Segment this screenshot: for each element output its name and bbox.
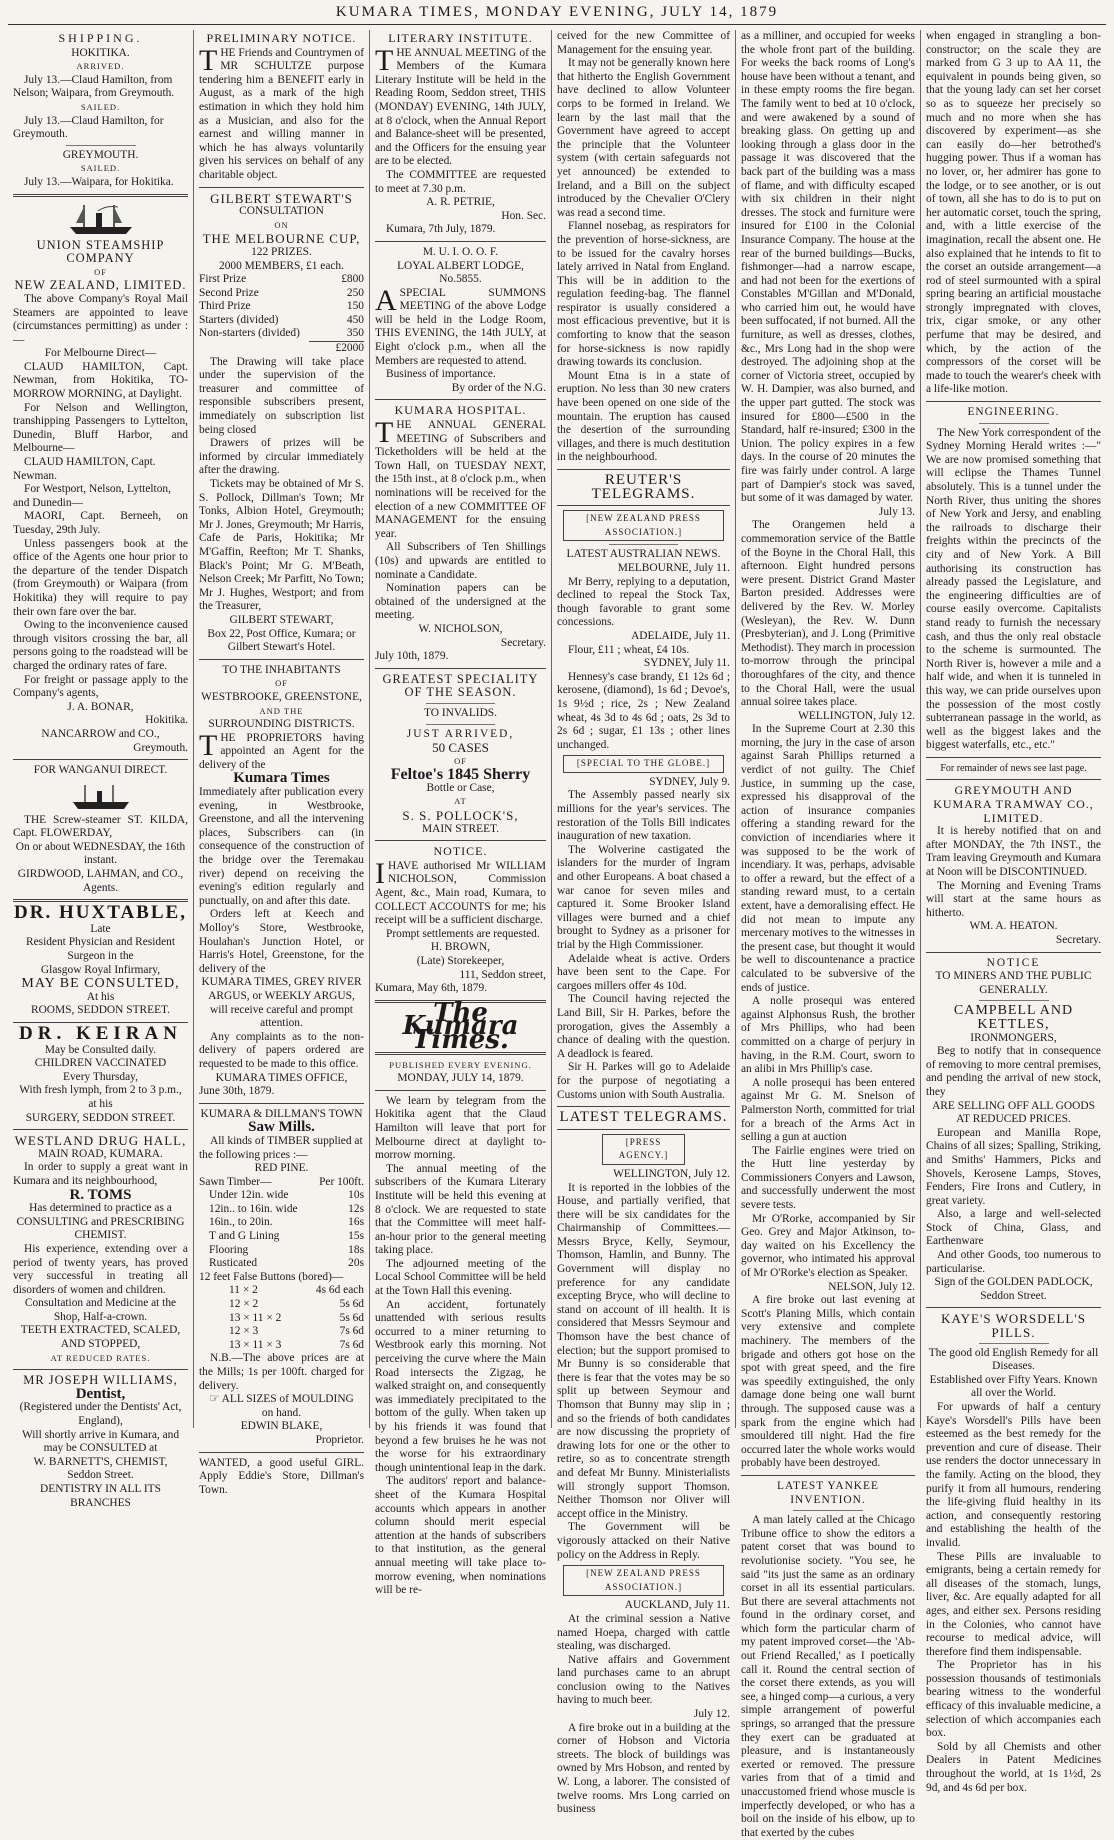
- gilbert-cup: THE MELBOURNE CUP,: [202, 231, 361, 247]
- tramway-text2: The Morning and Evening Trams will start at the same hours as hitherto.: [926, 879, 1101, 919]
- westland-mainroad: MAIN ROAD, KUMARA.: [38, 1147, 163, 1160]
- proprietors-papers: KUMARA TIMES, GREY RIVER ARGUS, or WEEKLY ARGUS,: [201, 976, 362, 1002]
- palings-label: 12 feet False Buttons (bored)—: [199, 1270, 344, 1283]
- news-para: A nolle prosequi was entered against Alphonsus Rush, the brother of Mrs Phillips, who had been committed on a charge of perjury in having, in the R.M. Court, sworn to an alibi in Mrs Phillip's case.: [741, 995, 915, 1076]
- prize-value: 150: [346, 300, 364, 313]
- nelson-text: CLAUD HAMILTON, Capt. Newman.: [13, 456, 156, 482]
- gilbert-on: ON: [274, 219, 289, 230]
- gilbert-signature: GILBERT STEWART,: [229, 613, 334, 626]
- timber-value: 12s: [348, 1202, 364, 1215]
- masthead-rule: [8, 24, 1106, 25]
- timber-label: T and G Lining: [209, 1230, 280, 1243]
- kumara-times-name: Kumara Times: [233, 770, 330, 787]
- keiran-thursday: Every Thursday,: [63, 1070, 138, 1083]
- agent-bonar: J. A. BONAR,: [67, 700, 134, 713]
- column-6: [921, 30, 1106, 1794]
- prelim-text: HE Friends and Countrymen of MR SCHULTZE purpose tendering him a BENEFIT early in August, as a mark of the high estimation in which they hold him as a Musician, and also for the earnest and willing manner in which he has always voluntarily given his services on behalf of any charitable object.: [199, 46, 364, 181]
- reuter-heading: REUTER'S TELEGRAMS.: [591, 472, 696, 502]
- williams-heading: MR JOSEPH WILLIAMS,: [23, 1373, 178, 1388]
- palings-price: 4s 6d each: [315, 1284, 364, 1297]
- timber-value: 18s: [348, 1243, 364, 1256]
- union-nz: NEW ZEALAND, LIMITED.: [14, 278, 187, 293]
- agent-nancarrow: NANCARROW and CO.,: [41, 727, 160, 740]
- sailed-label: SAILED.: [80, 101, 121, 112]
- summons-order: By order of the N.G.: [451, 381, 546, 394]
- freight-text: For freight or passage apply to the Company's agents,: [13, 673, 188, 700]
- miners-generally: GENERALLY.: [979, 983, 1048, 996]
- proprietors-immediately: Immediately after publication every evening, in Westbrooke, Greenstone, and all the intervening places, Subscribers can (in consequence of the construction of the bridge over the Teremakau river) depend on receiving the evening's edition regularly and punctually, on and after this date.: [199, 786, 364, 907]
- editorial-para: An accident, fortunately unattended with serious results occurred to a miner returning to Westbrook early this morning. Not perceiving the curve where the Main Road intersects the Zigzag, he walked straight on, and consequently was immediately precipitated to the bottom of the gully. When taken up by his friends it was found that beyond a few bruises he he was not the worse for his extraordinary though unintentional leap in the dark.: [375, 1298, 546, 1474]
- sawmills-title: Saw Mills.: [248, 1119, 315, 1136]
- timber-label: Flooring: [209, 1243, 249, 1256]
- masthead: KUMARA TIMES, MONDAY EVENING, JULY 14, 1879: [335, 4, 779, 20]
- gilbert-drawing: The Drawing will take place under the supervision of the treasurer and committee of responsible subscribers present, immediately on subscription list being closed: [199, 355, 364, 436]
- news-para: when engaged in strangling a bon-constructor; on the scale they are marked from G 3 up to AA 11, the equivalent in pounds being given, so that the young lady can set her corset so as to squeeze her precisely so much and no more when she has discovered by experiment—as she can easily do—her betrothed's hugging power. Thus if a woman has no lover, or, her admirer has gone to the lodge, or to see another, or is out of town, all she has to do is to put on her automatic corset, touch the spring, and, with a little exercise of the imagination, recall the absent one. He also explained that he intends to fit to the corset an outside arrangement—a rod of steel surmounted with a spiral spring bearing an artificial moustache strongly impregnated with cloves, trix, cigar smoke, or any other perfume that may be desired, and which, by the action of the compressors of the corset will be made to touch the wearer's cheek with a life-like motion.: [926, 30, 1101, 396]
- notice-heading: NOTICE.: [433, 844, 488, 859]
- blake-proprietor: Proprietor.: [315, 1433, 364, 1446]
- campbell-chains: European and Manilla Rope, Chains of all sizes; Spalling, Striking, and Smiths' Hammers, Picks and Shovels, Kerosene Lamps, Stoves, Fenders, Fire Irons and Cutlery, in great variety.: [926, 1126, 1101, 1207]
- news-para: It may not be generally known here that hitherto the English Government have declined to allow Volunteer corps to be formed in Ireland. We learn by the last mail that the Government have agreed to accept the principle that the Volunteer system (with certain safeguards not yet announced) be extended to Ireland, and a Bill on the subject introduced by the Chevalier O'Clery was read a second time.: [557, 57, 730, 219]
- column-5: [736, 30, 921, 1839]
- campbell-heading: CAMPBELL AND KETTLES,: [953, 1003, 1074, 1032]
- notice-seddon: 111, Seddon street,: [459, 968, 546, 981]
- sherry-just: JUST ARRIVED,: [406, 727, 515, 740]
- hospital-dropcap: T: [375, 416, 394, 450]
- toms-consulting: CONSULTING and PRESCRIBING CHEMIST.: [16, 1215, 185, 1242]
- sherry-name: Feltoe's 1845 Sherry: [390, 766, 531, 784]
- huxtable-late: Late: [90, 922, 111, 935]
- moulding-onhand: on hand.: [261, 1406, 302, 1419]
- nelson-heading: For Nelson and Wellington, transhipping Passengers to Lyttelton, Dunedin, Bluff Harbor, and Melbourne—: [13, 401, 188, 455]
- inhabitants-of: OF: [275, 678, 288, 689]
- timber-table: [199, 1189, 364, 1271]
- sherry-main: MAIN STREET.: [422, 822, 499, 835]
- prize-table: [199, 273, 364, 356]
- arrived-label: ARRIVED.: [76, 61, 125, 72]
- prize-value: 350: [346, 327, 364, 340]
- column-3: [370, 30, 552, 1597]
- summons-business: Business of importance.: [386, 368, 496, 381]
- timber-label: 16in., to 20in.: [209, 1216, 273, 1229]
- editorial-para: The adjourned meeting of the Local School Committee will be held at the Town Hall this evening.: [375, 1257, 546, 1298]
- dateline: WELLINGTON, July 12.: [798, 709, 915, 722]
- news-para: A nolle prosequi has been entered against Mr G. M. Snelson of Palmerston North, committed for trial for a breach of the Arms Act in selling a gun at auction: [741, 1076, 915, 1144]
- dateline: WELLINGTON, July 12.: [613, 1167, 730, 1180]
- williams-seddon: Seddon Street.: [67, 1469, 134, 1482]
- campbell-sign: Sign of the GOLDEN PADLOCK, Seddon Street.: [934, 1276, 1093, 1302]
- literary-committee: The COMMITTEE are requested to meet at 7.30 p.m.: [375, 168, 546, 195]
- sherry-invalids: TO INVALIDS.: [424, 706, 497, 719]
- kaye-text: Established over Fifty Years. Known all over the World.: [929, 1373, 1098, 1400]
- westport-text: MAORI, Capt. Berneeh, on Tuesday, 29th July.: [13, 510, 188, 536]
- telegram-text: Mr Berry, replying to a deputation, declined to repeal the Stock Tax, though favorable to grant some concessions.: [557, 575, 730, 629]
- owing-text: Owing to the inconvenience caused through visitors crossing the bar, all persons going to the roadstead will be charged the ordinary rates of fare.: [13, 619, 188, 672]
- union-title: UNION STEAMSHIP COMPANY: [36, 237, 165, 266]
- inhabitants-westbrooke: WESTBROOKE, GREENSTONE,: [201, 690, 362, 703]
- keiran-athis: at his: [88, 1097, 113, 1110]
- news-para: The New York correspondent of the Sydney Morning Herald writes :—" We are now promised something that will eclipse the Thames Tunnel absolutely. This is a tunnel under the North River, thus uniting the shores of New York and Jersy, and enabling the railroads to discharge their freights within the precincts of the city and of New York. A Bill authorising its construction has already passed the Legislature, and the engineering difficulties are of course easily overcome. Capitalists stand ready to furnish the necessary cash, and thus the only real obstacle to the scheme is surmounted. The North River is, however a mile and a half wide, and when it is tunneled in this way, we can pride ourselves upon the possession of the most costly subterranean passage in the world, as well as the biggest lakes and the biggest waterfalls, etc., etc.": [926, 426, 1101, 752]
- kt-office-date: June 30th, 1879.: [199, 1085, 275, 1098]
- dateline: ADELAIDE, July 11.: [631, 629, 730, 642]
- literary-date: Kumara, 7th July, 1879.: [386, 223, 496, 236]
- kt-office: KUMARA TIMES OFFICE,: [215, 1071, 348, 1084]
- union-intro: The above Company's Royal Mail Steamers are appointed to leave (circumstances permitting) as under :—: [13, 292, 188, 346]
- kilda-date: On or about WEDNESDAY, the 16th instant.: [15, 840, 186, 867]
- sherry-bottle: Bottle or Case,: [426, 781, 495, 794]
- westport-heading: For Westport, Nelson, Lyttelton, and Dunedin—: [13, 483, 171, 509]
- notice-storekeeper: (Late) Storekeeper,: [416, 955, 505, 967]
- sawmills-heading: KUMARA & DILLMAN'S TOWN: [200, 1107, 363, 1120]
- williams-dentistry: DENTISTRY IN ALL ITS BRANCHES: [40, 1483, 161, 1509]
- palings-price: 5s 6d: [339, 1311, 364, 1324]
- wanganui-heading: FOR WANGANUI DIRECT.: [33, 764, 168, 777]
- sherry-cases: 50 CASES: [432, 740, 489, 756]
- notice-text: HAVE authorised Mr WILLIAM NICHOLSON, Commission Agent, &c., Main road, Kumara, to COLLECT ACCOUNTS for me; his receipt will be a sufficient discharge.: [375, 859, 546, 927]
- sailed2-label: SAILED.: [80, 163, 121, 174]
- timber-label: Rusticated: [209, 1257, 258, 1270]
- keiran-lymph: With fresh lymph, from 2 to 3 p.m.,: [19, 1084, 182, 1097]
- sherry-greatest: GREATEST SPECIALITY: [382, 671, 539, 686]
- blake-name: EDWIN BLAKE,: [240, 1420, 323, 1433]
- agent-hokitika: Hokitika.: [145, 714, 188, 727]
- melbourne-heading: For Melbourne Direct—: [44, 347, 157, 360]
- timber-label: 12in.. to 16in. wide: [209, 1202, 298, 1215]
- dateline: NELSON, July 12.: [828, 1280, 915, 1293]
- miners-notice: NOTICE: [986, 956, 1041, 969]
- campbell-selling: ARE SELLING OFF ALL GOODS: [932, 1099, 1095, 1112]
- timber-label: Under 12in. wide: [209, 1189, 289, 1202]
- telegram-text: The Wolverine castigated the islanders for the murder of Ingram and other Europeans. A boat chased a war canoe for seven miles and captured it. Some Brooker Island villages were burned and a chief brought to Sydney as a prisoner for trial by the High Commissioner.: [557, 843, 730, 951]
- dateline: SYDNEY, July 11.: [643, 657, 730, 670]
- huxtable-resident: Resident Physician and Resident Surgeon in the: [25, 936, 175, 963]
- hospital-secretary: Secretary.: [500, 636, 546, 649]
- notice-dropcap: I: [375, 856, 385, 890]
- campbell-goods: And other Goods, too numerous to particularise.: [926, 1249, 1101, 1275]
- williams-registered: (Registered under the Dentists' Act, England),: [19, 1401, 182, 1428]
- greymouth-heading: GREYMOUTH.: [62, 148, 139, 161]
- timber-value: 16s: [348, 1216, 364, 1229]
- toms-rates: AT REDUCED RATES.: [50, 1352, 151, 1363]
- news-para: In the Supreme Court at 2.30 this morning, the jury in the case of arson against Sarah Phillips returned a verdict of not guilty. The Chief Justice, in summing up the case, expressed his disapproval of the action of insurance companies offering a standing reward for the conviction of incendiaries where it was supposed to be the work of incendiary. It was, perhaps, advisable to offer a reward, but the effect of a standing reward must, to a certain extent, have a demoralising effect. He did not mean to impute any mercenary motives to the witnesses in the present case, but thought it would be well to discountenance a practice calculated to be subversive of the ends of justice.: [741, 723, 915, 994]
- sailed2-text: July 13.—Waipara, for Hokitika.: [24, 175, 174, 188]
- sherry-pollock: S. S. POLLOCK'S,: [402, 808, 519, 824]
- gilbert-consultation: CONSULTATION: [239, 205, 324, 218]
- gilbert-drawers: Drawers of prizes will be informed by circular immediately after the drawing.: [199, 437, 364, 477]
- telegram-text: Sir H. Parkes will go to Adelaide for the purpose of negotiating a Customs union with South Australia.: [557, 1061, 730, 1101]
- telegram-text: Adelaide wheat is active. Orders have been sent to the Cape. For cargoes millers offer 4s 10d.: [557, 952, 730, 992]
- timber-value: 20s: [348, 1257, 364, 1270]
- timber-value: 10s: [348, 1189, 364, 1202]
- williams-dentist: Dentist,: [75, 1385, 126, 1402]
- hospital-heading: KUMARA HOSPITAL.: [394, 403, 527, 418]
- literary-dropcap: T: [375, 43, 394, 77]
- williams-shortly: Will shortly arrive in Kumara, and may be CONSULTED at: [21, 1428, 180, 1455]
- prize-value: 450: [346, 313, 364, 326]
- proprietors-complaints: Any complaints as to the non-delivery of papers ordered are requested to be made to this office.: [199, 1030, 364, 1070]
- westland-heading: WESTLAND DRUG HALL,: [14, 1133, 187, 1149]
- huxtable-consulted: MAY BE CONSULTED,: [21, 976, 180, 992]
- hospital-nomination: Nomination papers can be obtained of the undersigned at the meeting.: [375, 582, 546, 622]
- sherry-of: OF: [454, 755, 467, 766]
- wanted-text: WANTED, a good useful GIRL. Apply Eddie's Store, Dillman's Town.: [199, 1456, 364, 1496]
- telegram-text: The Assembly passed nearly six millions for the year's services. The restoration of the Tolls Bill indicates inauguration of new taxation.: [557, 789, 730, 843]
- toms-teeth: TEETH EXTRACTED, SCALED, AND STOPPED,: [20, 1324, 181, 1351]
- dateline: July 12.: [693, 1708, 730, 1721]
- column-1: [8, 30, 194, 1509]
- palings-table: [199, 1284, 364, 1352]
- hospital-text: HE ANNUAL GENERAL MEETING of Subscribers and Ticketholders will be held at the Town Hall, on TUESDAY NEXT, the 15th inst., at 8 o'clock p.m., when nominations will be received for the election of a new COMMITTEE OF MANAGEMENT for the ensuing year.: [375, 419, 546, 540]
- notice-brown: H. BROWN,: [430, 941, 491, 954]
- campbell-reduced: AT REDUCED PRICES.: [956, 1113, 1071, 1126]
- telegram-text: Native affairs and Government land purchases came to an abrupt conclusion owing to the Natives having to much beer.: [557, 1653, 730, 1707]
- palings-price: 5s 6d: [339, 1298, 364, 1311]
- tramway-secretary: Secretary.: [1055, 934, 1101, 946]
- prize-label: Starters (divided): [199, 313, 279, 326]
- steamship-small-icon: [69, 782, 133, 812]
- latest-telegrams-heading: LATEST TELEGRAMS.: [559, 1109, 728, 1126]
- pointing-hand-icon: ☞: [209, 1393, 222, 1406]
- telegram-text: At the criminal session a Native named Hoepa, charged with cattle stealing, was discharged.: [557, 1612, 730, 1653]
- edition-date: MONDAY, JULY 14, 1879.: [397, 1072, 524, 1085]
- sawmills-nb: N.B.—The above prices are at the Mills; 1s per 100ft. charged for delivery.: [199, 1352, 364, 1392]
- melbourne-text: CLAUD HAMILTON, Capt. Newman, from Hokitika, TO-MORROW MORNING, at Daylight.: [13, 360, 188, 401]
- columns: [8, 30, 1106, 1839]
- sherry-at: AT: [454, 796, 467, 807]
- news-para: The Orangemen held a commemoration service of the Battle of the Boyne in the Choral Hall, this afternoon. Eight hundred persons were present. District Grand Master Barton presided. Addresses were delivered by the Rev. W. Morley (Wesleyan), the Rev. W. Dunn (Presbyterian), and J. Long (Primitive Methodist). They march in procession to-morrow through the principal thoroughfares of the city, and thence to the Choral Hall, were the usual annual soiree takes place.: [741, 519, 915, 709]
- gilbert-prizes: 122 PRIZES.: [251, 245, 312, 258]
- toms-experience: His experience, extending over a period of twenty years, has proved very successful in treating all disorders of women and children.: [13, 1242, 188, 1296]
- kilda-text: THE Screw-steamer ST. KILDA, Capt. FLOWERDAY,: [13, 813, 188, 840]
- sailed-text: July 13.—Claud Hamilton, for Greymouth.: [13, 114, 164, 141]
- notice-date: Kumara, May 6th, 1879.: [375, 982, 487, 995]
- literary-heading: LITERARY INSTITUTE.: [388, 31, 533, 45]
- news-para: A fire broke out last evening at Scott's Planing Mills, which contain very extensive and complete machinery. The members of the brigade and others got hose on the spot with great speed, and the fire was speedily extinguished, the only damage done being one wall burnt through. The supposed cause was a spark from the engine which had smouldered till night. Had the fire occurred later the whole works would probably have been destroyed.: [741, 1294, 915, 1470]
- union-of: OF: [94, 266, 107, 277]
- telegram-text: The Council having rejected the Land Bill, Sir H. Parkes, before the prorogation, gives the Assembly a chance of dealing with the question. A deadlock is feared.: [557, 993, 730, 1060]
- girdwood-agents: GIRDWOOD, LAHMAN, and CO., Agents.: [17, 868, 184, 894]
- editorial-para: The auditors' report and balance-sheet of the Kumara Hospital accounts which appears in another column should merit especial attention at the hands of subscribers to that institution, as the general annual meeting will take place to-morrow evening, when nominations will be re-: [375, 1475, 546, 1597]
- summons-dropcap: A: [375, 283, 397, 317]
- keiran-heading: DR. KEIRAN: [19, 1023, 182, 1044]
- tramway-heaton: WM. A. HEATON.: [969, 920, 1058, 933]
- press-agency-label: [PRESS AGENCY.]: [602, 1134, 685, 1165]
- kaye-heading: KAYE'S WORSDELL'S PILLS.: [941, 1311, 1086, 1341]
- toms-name: R. TOMS: [69, 1186, 132, 1203]
- kaye-text: The good old English Remedy for all Diseases.: [928, 1346, 1099, 1373]
- gilbert-heading: GILBERT STEWART'S: [210, 190, 353, 206]
- literary-honsec: Hon. Sec.: [501, 209, 546, 222]
- gilbert-members: 2000 MEMBERS, £1 each.: [219, 259, 344, 272]
- kaye-text: The Proprietor has in his possession thousands of testimonials bearing witness to the wonderful efficacy of this invaluable medicine, a selection of which accompanies each box.: [926, 1659, 1101, 1740]
- unless-text: Unless passengers book at the office of the Agents one hour prior to the departure of the tender Dispatch (from Greymouth) or Waipara (from Hokitika) they will require to pay their own fare over the bar.: [13, 537, 188, 618]
- proprietors-dropcap: T: [199, 728, 218, 762]
- huxtable-athis: At his: [86, 990, 115, 1003]
- loyal-lodge: LOYAL ALBERT LODGE, No.5855.: [397, 259, 524, 286]
- steamship-icon: [66, 201, 136, 237]
- prelim-heading: PRELIMINARY NOTICE.: [206, 31, 357, 45]
- sawmills-redpine: RED PINE.: [254, 1162, 309, 1175]
- sawn-label: Sawn Timber—: [199, 1175, 272, 1188]
- yankee-heading: LATEST YANKEE INVENTION.: [777, 1479, 879, 1506]
- inhabitants-surrounding: SURROUNDING DISTRICTS.: [208, 718, 355, 731]
- palings-size: 12 × 2: [229, 1298, 259, 1311]
- palings-price: 7s 6d: [339, 1338, 364, 1351]
- latest-aus-heading: LATEST AUSTRALIAN NEWS.: [566, 548, 721, 561]
- palings-size: 12 × 3: [229, 1325, 259, 1338]
- toms-text: Has determined to practice as a: [29, 1202, 172, 1215]
- dateline: AUCKLAND, July 11.: [624, 1599, 730, 1612]
- nzpa2-label: [NEW ZEALAND PRESS ASSOCIATION.]: [563, 1565, 724, 1596]
- prize-value: 250: [346, 286, 364, 299]
- prize-label: First Prize: [199, 273, 247, 286]
- tramway-text: It is hereby notified that on and after MONDAY, the 7th INST., the Tram leaving Greymouth and Kumara at Noon will be DISCONTINUED.: [926, 825, 1101, 879]
- miners-to: TO MINERS AND THE PUBLIC: [935, 970, 1092, 983]
- keiran-children: CHILDREN VACCINATED: [34, 1057, 167, 1070]
- telegram-text: A fire broke out in a building at the corner of Hobson and Victoria streets. The block of buildings was owned by Mrs Hobson, and rented by W. Long, a laborer. The consisted of twelve rooms. Mrs Long carried on business: [557, 1721, 730, 1816]
- kaye-text: These Pills are invaluable to emigrants, being a certain remedy for all diseases of the stomach, lungs, liver, &c. Are equally adapted for all ages, and either sex. Persons residing in the Colonies, who cannot have recourse to medical advice, will therefore find them indispensable.: [926, 1550, 1101, 1658]
- notice-prompt: Prompt settlements are requested.: [386, 927, 540, 940]
- campbell-text: Beg to notify that in consequence of removing to more central premises, and pending the arrival of new stock, they: [926, 1045, 1101, 1098]
- column-2: [194, 30, 370, 1496]
- prize-total: £2000: [309, 341, 364, 356]
- proprietors-text: HE PROPRIETORS having appointed an Agent for the delivery of the: [199, 731, 364, 771]
- palings-size: 13 × 11 × 3: [229, 1338, 282, 1351]
- prize-value: £800: [341, 273, 364, 286]
- globe-label: [SPECIAL TO THE GLOBE.]: [563, 755, 724, 773]
- sherry-season: OF THE SEASON.: [404, 685, 517, 700]
- keiran-surgery: SURGERY, SEDDON STREET.: [25, 1111, 176, 1124]
- literary-text: HE ANNUAL MEETING of the Members of the Kumara Literary Institute will be held in the Reading Room, Seddon street, THIS (MONDAY) EVENING, 14th JULY, at 8 o'clock, when the Annual Report and Balance-sheet will be presented, and the Officers for the ensuing year are to be elected.: [375, 46, 546, 168]
- published-label: PUBLISHED EVERY EVENING.: [389, 1059, 532, 1070]
- newspaper-title: The Kumara Times.: [402, 997, 519, 1055]
- toms-consultation: Consultation and Medicine at the Shop, Half-a-crown.: [24, 1297, 177, 1323]
- news-para: Flannel nosebag, as respirators for the prevention of horse-sickness, are to be issued for the cavalry horses lately arrived in Natal from England. This will be in addition to the regulation feeding-bag. The flannel respirator is usually considered a most efficacious preventive, but it is comforting to know that the season for horse-sickness is now rapidly drawing towards its conclusion.: [557, 220, 730, 369]
- hokitika-heading: HOKITIKA.: [71, 46, 130, 59]
- telegram-text: Hennesy's case brandy, £1 12s 6d ; kerosene, (diamond), 1s 6d ; Devoe's, 1s 9½d ; rice, 2s ; New Zealand wheat, 4s 3d to 4s 6d ; oats, 2s 3d to 2s 6d ; sugar, £1 13s ; other lines unchanged.: [557, 670, 730, 751]
- news-para: A man lately called at the Chicago Tribune office to show the editors a patent corset that was bound to revolutionise society. "You see, he said "its just the same as an ordinary corset in all its essential particulars. But there are several attachments not found in the ordinary corset, and which form the particular charm of my patent improved corset—the 'Ab-out Friend Recalled,' as I poetically call it. Round the central section of the corset there extends, as you will see, a hinged comp—a curious, a very simple arrangement of powerful springs, so arranged that the pressure they exert can be graduated at pleasure, and is instantaneously exerted or removed. The pressure varies from that of a timid and unaccustomed friend whose muscle is imperfectly developed, or who has a boil on the inside of his elbow, up to that exerted by the cubes: [741, 1514, 915, 1839]
- hospital-subscribers: All Subscribers of Ten Shillings (10s) and upwards are entitled to nominate a Candidate.: [375, 541, 546, 581]
- news-para: as a milliner, and occupied for weeks the whole front part of the building. For weeks the back rooms of Long's house have been without a tenant, and in these empty rooms the fire began. The family went to bed at 10 o'clock, and were awakened by a sound of breaking glass. On getting up and looking through a glass door in the passage it was discovered that the back part of the building was a mass of flame, and with difficulty escaped with six children in their night dresses. The stock and furniture were insured for £100 in the Colonial Insurance Company. The house at the rear of the burned buildings—Bucks, fishmonger—had a narrow escape, and had not been for the exertions of Constables M'Gillan and M'Donald, who carried him out, he would have been suffocated, if not burned. All the furniture, as well as dresses, clothes, &c., Mrs Long had in the shop were destroyed. The adjoining shop at the corner of Victoria street, occupied by W. H. Dampier, was also burned, and the upper part gutted. The stock was insured for £800—£500 in the Standard, half re-insured; £300 in the Union. The policy expires in a few days. In the course of 20 minutes the fire was fairly under control. A large part of Dampier's stock was saved, but some of it was damaged by water.: [741, 30, 915, 505]
- campbell-iron: IRONMONGERS,: [970, 1031, 1057, 1044]
- palings-price: 7s 6d: [339, 1325, 364, 1338]
- proprietors-orders: Orders left at Keech and Molloy's Store, Westbrooke, Houlahan's Junction Hotel, or Harris's Hotel, Greenstone, for the delivery of the: [199, 908, 364, 975]
- per100-label: Per 100ft.: [319, 1175, 364, 1188]
- dateline: MELBOURNE, July 11.: [617, 561, 730, 574]
- campbell-china: Also, a large and well-selected Stock of China, Glass, and Earthenware: [926, 1208, 1101, 1248]
- timber-value: 15s: [348, 1230, 364, 1243]
- kaye-text: For upwards of half a century Kaye's Worsdell's Pills have been esteemed as the best remedy for the prevention and cure of disease. Their use renders the doctor unnecessary in the family. Acting on the blood, they purify it from all humours, rendering the life-giving fluid healthy in its action, and consequently restoring and establishing the health of the invalid.: [926, 1401, 1101, 1549]
- muioof-heading: M. U. I. O. O. F.: [422, 245, 499, 258]
- telegram-text: Flour, £11 ; wheat, £4 10s.: [568, 643, 690, 656]
- sawmills-timber: All kinds of TIMBER supplied at the following prices :—: [199, 1134, 363, 1161]
- news-para: Mount Etna is in a state of eruption. No less than 30 new craters have been opened on one side of the mountain. The eruption has caused the desertion of the surrounding villages, and there is much destitution in the neighbourhood.: [557, 369, 730, 464]
- prize-label: Second Prize: [199, 286, 259, 299]
- hospital-date: July 10th, 1879.: [375, 650, 449, 663]
- williams-barnett: W. BARNETT'S, CHEMIST,: [33, 1455, 168, 1468]
- news-para: The Fairlie engines were tried on the Hutt line yesterday by Commissioners Conyers and Lawson, and successfully underwent the most severe tests.: [741, 1144, 915, 1212]
- hospital-nicholson: W. NICHOLSON,: [418, 622, 503, 635]
- huxtable-glasgow: Glasgow Royal Infirmary,: [40, 963, 161, 976]
- agent-greymouth: Greymouth.: [133, 741, 188, 754]
- huxtable-heading: DR. HUXTABLE,: [14, 902, 187, 924]
- prize-label: Non-starters (divided): [199, 327, 300, 340]
- remainder-note: For remainder of news see last page.: [940, 762, 1087, 774]
- palings-size: 13 × 11 × 2: [229, 1311, 282, 1324]
- huxtable-rooms: ROOMS, SEDDON STREET.: [30, 1004, 171, 1017]
- proprietors-attention: will receive careful and prompt attention.: [210, 1003, 353, 1030]
- dateline: July 13.: [878, 505, 915, 518]
- keiran-daily: May be Consulted daily.: [44, 1043, 157, 1056]
- engineering-heading: ENGINEERING.: [967, 406, 1060, 419]
- kaye-text: Sold by all Chemists and other Dealers in Patent Medicines throughout the world, at 1s 1½d, 2s 9d, and 4s 6d per box.: [926, 1740, 1101, 1794]
- news-para: Mr O'Rorke, accompanied by Sir Geo. Grey and Major Atkinson, to-day waited on his Excellency the governor, who intimated his approval of Mr O'Rorke's election as Speaker.: [741, 1212, 915, 1280]
- inhabitants-heading: TO THE INHABITANTS: [222, 663, 341, 676]
- gilbert-box: Box 22, Post Office, Kumara; or Gilbert Stewart's Hotel.: [207, 627, 356, 654]
- summons-text: SPECIAL SUMMONS MEETING of the above Lodge will be held in the Lodge Room, THIS EVENING, the 14th JULY, at Eight o'clock p.m., when all the Members are requested to attend.: [375, 286, 546, 367]
- telegram-text: It is reported in the lobbies of the House, and partially verified, that there will be six candidates for the Chairmanship of Committees.—Messrs Bryce, Kelly, Seymour, Thomson, Hamlin, and Bunny. The Government will display no preference for any candidate excepting Bryce, who will decline to stand on account of ill health. It is considered that Messrs Seymour and Thomson have the best chance of election; but the support promised to Mr Bunny is so considerable that there is fear that the votes may be so split up between Seymour and Thomson that Bunny may slip in ; and so the friends of both candidates are now discussing the propriety of drawing lots for one or the other to retire, so as to concentrate strength and defeat Mr Bunny. Ministerialists will strongly support Thomson. Neither Thomson nor Oliver will accept office in the Ministry.: [557, 1181, 730, 1520]
- palings-size: 11 × 2: [229, 1284, 258, 1297]
- editorial-para: The annual meeting of the subscribers of the Kumara Literary Institute will be held this evening at 8 o'clock. We are requested to state that the Committee will meet half-an-hour prior to the general meeting taking place.: [375, 1162, 546, 1257]
- shipping-heading: SHIPPING.: [58, 31, 143, 45]
- tramway-heading: GREYMOUTH AND KUMARA TRAMWAY CO., LIMITED.: [933, 783, 1094, 825]
- prize-label: Third Prize: [199, 300, 251, 313]
- arrived-text: July 13.—Claud Hamilton, from Nelson; Waipara, from Greymouth.: [13, 73, 175, 100]
- moulding-text: ALL SIZES of MOULDING: [221, 1393, 354, 1406]
- nzpa-label: [NEW ZEALAND PRESS ASSOCIATION.]: [563, 510, 724, 541]
- telegram-text: The Government will be vigorously attacked on their Native policy on the Address in Reply.: [557, 1521, 730, 1561]
- literary-petrie: A. R. PETRIE,: [426, 196, 495, 209]
- column-4: [552, 30, 736, 1816]
- gilbert-tickets: Tickets may be obtained of Mr S. S. Pollock, Dillman's Town; Mr Tonks, Albion Hotel, Greymouth; Mr J. Jones, Greymouth; Mr Harris, Cafe de Paris, Hokitika; Mr M'Gaffin, Reefton; Mr T. Shanks, Black's Point; Mr G. M'Beath, Nelson Creek; Mr Parfitt, No Town; Mr J. Hughes, Westport; and from the Treasurer,: [199, 478, 364, 613]
- news-continued: ceived for the new Committee of Management for the ensuing year.: [557, 30, 730, 56]
- editorial-para: We learn by telegram from the Hokitika agent that the Claud Hamilton will leave that port for Melbourne direct at daylight to-morrow morning.: [375, 1094, 546, 1162]
- dateline: SYDNEY, July 9.: [649, 775, 730, 788]
- westland-text: In order to supply a great want in Kumara and its neighbourhood,: [13, 1161, 188, 1187]
- prelim-dropcap: T: [199, 43, 218, 77]
- inhabitants-andthe: AND THE: [259, 705, 304, 716]
